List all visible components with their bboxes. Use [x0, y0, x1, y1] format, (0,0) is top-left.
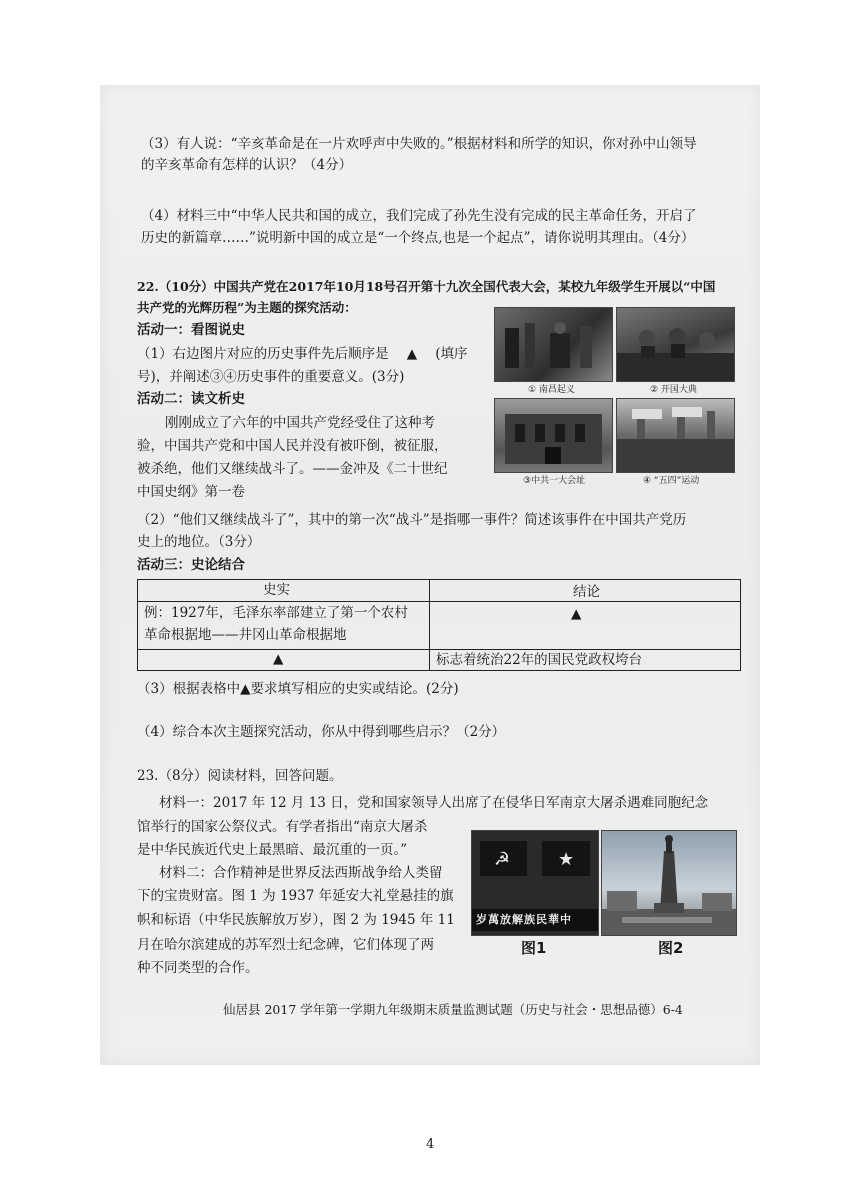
figure2-harbin-monument	[601, 830, 737, 936]
photo-ceremony-drawing	[617, 308, 734, 381]
activity1-heading: 活动一：看图说史	[137, 322, 245, 338]
q22-part3: （3）根据表格中▲要求填写相应的史实或结论。(2分)	[137, 681, 459, 697]
photo-may-fourth-drawing	[617, 399, 734, 472]
page-number: 4	[426, 1137, 435, 1152]
activity2-question-line1: （2）“他们又继续战斗了”，其中的第一次“战斗”是指哪一事件？简述该事件在中国共产党历	[137, 512, 687, 528]
q23-material2-line1: 材料二：合作精神是世界反法西斯战争给人类留	[159, 865, 443, 881]
photo-first-congress-site	[494, 398, 613, 473]
q21-part3-line2: 的辛亥革命有怎样的认识？（4分）	[141, 157, 353, 173]
q21-part3-line1: （3）有人说：“辛亥革命是在一片欢呼声中失败的。”根据材料和所学的知识，你对孙中山领导	[141, 136, 697, 152]
activity2-heading: 活动二：读文析史	[137, 391, 245, 407]
photo-caption-3: ③中共一大会址	[523, 476, 586, 486]
photo-caption-2: ② 开国大典	[650, 385, 697, 395]
activity2-passage-line2: 验，中国共产党和中国人民并没有被吓倒，被征服，	[137, 438, 448, 454]
q23-material1-line1: 材料一：2017 年 12 月 13 日，党和国家领导人出席了在侵华日军南京大屠杀遇难同胞纪念	[159, 795, 709, 811]
a1-line1-text: （1）右边图片对应的历史事件先后顺序是	[137, 346, 389, 362]
table-row2-conclusion: 标志着统治22年的国民党政权垮台	[436, 652, 643, 668]
table-header-conclusion: 结论	[573, 584, 600, 600]
figure1-label: 图1	[521, 939, 547, 957]
svg-text:★: ★	[558, 849, 575, 870]
q21-part4-line1: （4）材料三中“中华人民共和国的成立，我们完成了孙先生没有完成的民主革命任务，开启了	[141, 208, 697, 224]
activity2-question-line2: 史上的地位。（3分）	[137, 534, 261, 550]
table-row2-fact-blank: ▲	[273, 651, 284, 667]
table-row1-fact-line2: 革命根据地——井冈山革命根据地	[144, 627, 347, 643]
q23-material1-line2: 馆举行的国家公祭仪式。有学者指出“南京大屠杀	[137, 819, 428, 835]
photo-may-fourth	[616, 398, 735, 473]
q23-material2-line3: 帜和标语（中华民族解放万岁），图 2 为 1945 年 11	[137, 912, 455, 928]
activity3-heading: 活动三：史论结合	[137, 557, 245, 573]
q21-part4-line2: 历史的新篇章……”说明新中国的成立是“一个终点,也是一个起点”，请你说明其理由。（4分）	[141, 230, 695, 246]
photo-caption-4: ④ “五四”运动	[643, 476, 700, 486]
table-row1-fact-line1: 例：1927年，毛泽东率部建立了第一个农村	[144, 605, 408, 621]
activity2-passage-line4: 中国史纲》第一卷	[137, 484, 245, 500]
q23-material1-line3: 是中华民族近代史上最黑暗、最沉重的一页。”	[137, 842, 408, 858]
activity1-question-line1	[137, 344, 467, 364]
a1-line1-end: (填序	[435, 346, 468, 362]
figure1-yanan-flags	[471, 830, 599, 936]
a1-answer-blank: ▲	[406, 346, 418, 362]
q23-material2-line5: 种不同类型的合作。	[137, 960, 259, 976]
q22-part4: （4）综合本次主题探究活动，你从中得到哪些启示？（2分）	[137, 724, 506, 740]
q23-material2-line2: 下的宝贵财富。图 1 为 1937 年延安大礼堂悬挂的旗	[137, 888, 454, 904]
figure2-label: 图2	[658, 939, 684, 957]
q23-material2-line4: 月在哈尔滨建成的苏军烈士纪念碑，它们体现了两	[137, 937, 434, 953]
photo-nanchang-drawing	[495, 308, 612, 381]
photo-caption-1: ① 南昌起义	[528, 385, 575, 395]
q23-intro: 23.（8分）阅读材料，回答问题。	[137, 768, 343, 784]
photo-founding-ceremony	[616, 307, 735, 382]
activity1-question-line2: 号)，并阐述③④历史事件的重要意义。(3分)	[137, 369, 405, 385]
photo-site-drawing	[495, 399, 612, 472]
q22-intro-line2: 共产党的光辉历程”为主题的探究活动：	[137, 300, 357, 315]
figure2-drawing	[602, 831, 736, 935]
q22-intro-line1: 22.（10分）中国共产党在2017年10月18号召开第十九次全国代表大会，某校九年级学生开展以“中国	[137, 279, 716, 294]
page-footer: 仙居县 2017 学年第一学期九年级期末质量监测试题（历史与社会・思想品德）6-4	[223, 1002, 683, 1017]
activity2-passage-line1: 刚刚成立了六年的中国共产党经受住了这种考	[165, 415, 435, 431]
history-conclusion-table	[137, 579, 741, 671]
figure1-banner-text: 岁萬放解族民華中	[476, 913, 572, 926]
svg-text:☭: ☭	[494, 849, 511, 870]
table-header-fact: 史实	[263, 582, 290, 598]
table-row1-conclusion-blank: ▲	[571, 606, 582, 622]
photo-nanchang-uprising	[494, 307, 613, 382]
activity2-passage-line3: 被杀绝，他们又继续战斗了。——金冲及《二十世纪	[137, 461, 448, 477]
